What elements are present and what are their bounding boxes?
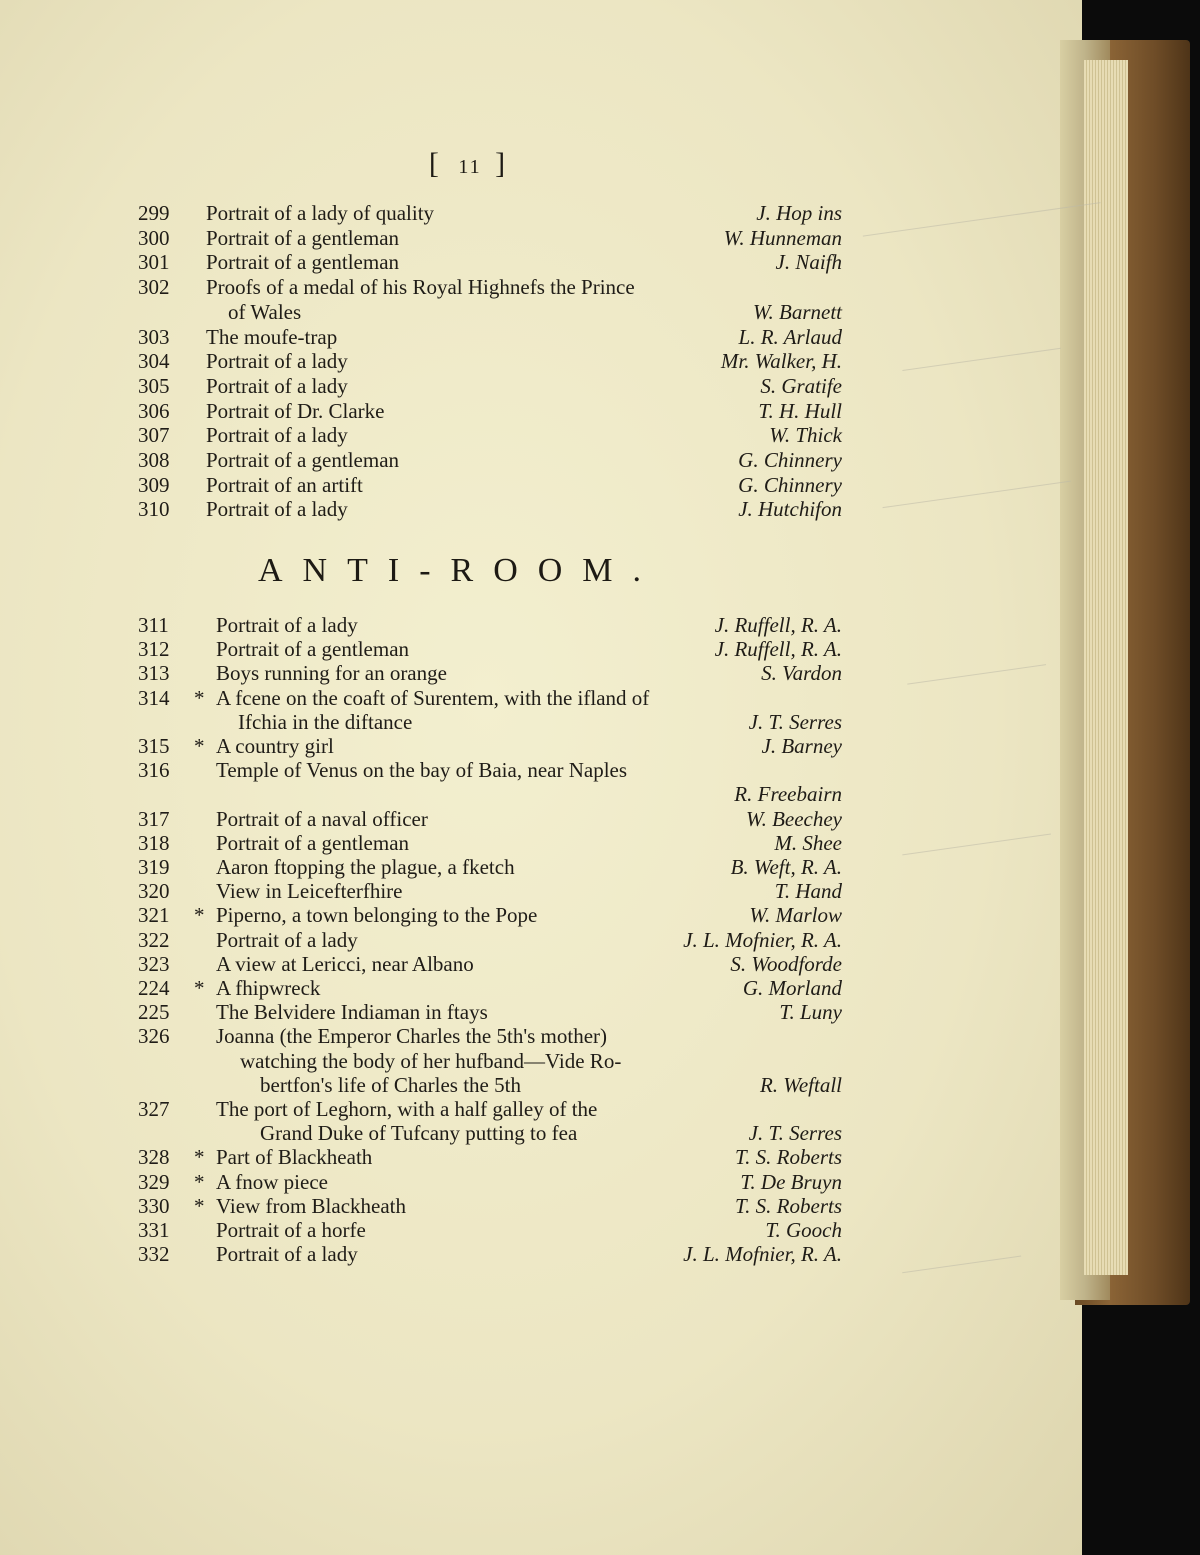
entry-title: Joanna (the Emperor Charles the 5th's mother) xyxy=(216,1024,608,1049)
entry-title: Portrait of a lady xyxy=(206,349,348,374)
entry-artist: J. L. Mofnier, R. A. xyxy=(683,927,842,952)
catalogue-entry xyxy=(0,200,1000,226)
catalogue-entry xyxy=(0,854,1000,880)
entry-artist: J. Naifh xyxy=(775,250,842,275)
entry-title: Piperno, a town belonging to the Pope xyxy=(216,903,538,928)
catalogue-entry xyxy=(0,472,1000,498)
entry-artist: S. Woodforde xyxy=(730,951,842,976)
catalogue-entry xyxy=(0,1144,1000,1170)
entry-continuation xyxy=(0,1120,1000,1146)
entry-title: Portrait of a lady xyxy=(216,927,358,952)
entry-title: Portrait of a gentleman xyxy=(206,250,400,275)
entry-artist: J. Hutchifon xyxy=(738,497,842,522)
entry-title: A fnow piece xyxy=(216,1169,328,1194)
entry-number: 315 xyxy=(138,734,170,758)
entry-continuation xyxy=(0,1072,1000,1098)
entry-number: 331 xyxy=(138,1218,170,1242)
entry-number: 301 xyxy=(138,250,170,275)
entry-continuation xyxy=(0,709,1000,735)
entry-artist: J. Ruffell, R. A. xyxy=(714,613,842,637)
entry-title: The Belvidere Indiaman in ftays xyxy=(216,1000,488,1025)
entry-title: Aaron ftopping the plague, a fketch xyxy=(216,855,515,879)
entry-artist: G. Morland xyxy=(742,976,842,1000)
entry-number: 303 xyxy=(138,324,170,349)
entry-artist: J. T. Serres xyxy=(748,709,842,734)
entry-artist: R. Weftall xyxy=(759,1072,842,1097)
entry-artist: M. Shee xyxy=(774,830,842,855)
entry-number: 314 xyxy=(138,685,170,710)
catalogue-entry xyxy=(0,1023,1000,1049)
catalogue-entry xyxy=(0,249,1000,275)
entry-title: A fhipwreck xyxy=(216,976,321,1000)
catalogue-entry xyxy=(0,902,1000,928)
entry-artist: J. T. Serres xyxy=(748,1121,842,1146)
bracket-open: [ xyxy=(428,147,445,180)
entry-artist: T. Luny xyxy=(779,1000,842,1025)
entry-number: 309 xyxy=(138,472,170,497)
entry-number: 300 xyxy=(138,225,170,250)
catalogue-entry xyxy=(0,878,1000,904)
entry-artist: J. Barney xyxy=(761,734,842,758)
entry-artist: W. Hunneman xyxy=(723,225,842,250)
entry-title: Ifchia in the diftance xyxy=(238,709,413,734)
entry-number: 321 xyxy=(138,903,170,928)
entry-title: of Wales xyxy=(228,299,302,324)
entry-title: Portrait of Dr. Clarke xyxy=(206,398,385,423)
entry-continuation xyxy=(0,781,1000,807)
entry-title: The moufe-trap xyxy=(206,324,338,349)
entry-title: Part of Blackheath xyxy=(216,1145,373,1170)
entry-number: 318 xyxy=(138,830,170,855)
entry-title: A view at Lericci, near Albano xyxy=(216,951,474,976)
catalogue-entry xyxy=(0,1096,1000,1122)
catalogue-entry xyxy=(0,373,1000,399)
entry-number: 302 xyxy=(138,275,170,300)
entry-number: 320 xyxy=(138,879,170,904)
entry-title: Temple of Venus on the bay of Baia, near Naples xyxy=(216,758,628,783)
bracket-close: ] xyxy=(495,147,512,180)
entry-number: 313 xyxy=(138,661,170,686)
catalogue-entry xyxy=(0,324,1000,350)
page-edges xyxy=(1084,60,1128,1275)
entry-number: 319 xyxy=(138,855,170,879)
entry-title: Portrait of a lady of quality xyxy=(206,201,435,225)
entry-number: 327 xyxy=(138,1097,170,1121)
entry-artist: S. Vardon xyxy=(761,661,842,686)
catalogue-entry xyxy=(0,975,1000,1001)
entry-artist: T. Hand xyxy=(774,879,842,904)
entry-title: Portrait of a lady xyxy=(216,613,358,637)
entry-artist: J. Hop ins xyxy=(756,201,842,225)
entry-number: 224 xyxy=(138,976,170,1000)
entry-artist: T. H. Hull xyxy=(758,398,842,423)
entry-artist: T. Gooch xyxy=(765,1218,842,1242)
entry-number: 326 xyxy=(138,1024,170,1049)
section-title: ANTI-ROOM. xyxy=(258,552,662,589)
entry-number: 312 xyxy=(138,637,170,662)
entry-title: Portrait of a gentleman xyxy=(216,830,410,855)
entry-number: 311 xyxy=(138,613,169,637)
entry-continuation xyxy=(0,299,1000,325)
catalogue-entry xyxy=(0,685,1000,711)
entry-title: Portrait of a naval officer xyxy=(216,806,428,831)
asterisk-mark: * xyxy=(194,903,205,928)
asterisk-mark: * xyxy=(194,976,205,1000)
catalogue-entry xyxy=(0,999,1000,1025)
entry-number: 299 xyxy=(138,201,170,225)
catalogue-entry xyxy=(0,612,1000,638)
catalogue-entry xyxy=(0,806,1000,832)
catalogue-entry xyxy=(0,951,1000,977)
catalogue-entry xyxy=(0,348,1000,374)
entry-artist: L. R. Arlaud xyxy=(738,324,842,349)
entry-title: A country girl xyxy=(216,734,334,758)
entry-artist: T. De Bruyn xyxy=(740,1169,842,1194)
entry-title: Grand Duke of Tufcany putting to fea xyxy=(260,1121,578,1146)
entry-artist: J. L. Mofnier, R. A. xyxy=(683,1242,842,1267)
entry-artist: Mr. Walker, H. xyxy=(720,349,842,374)
entry-title: A fcene on the coaft of Surentem, with the ifland of xyxy=(216,685,650,710)
entry-title: Portrait of a lady xyxy=(206,423,348,448)
entry-title: Portrait of a horfe xyxy=(216,1218,366,1242)
entry-number: 310 xyxy=(138,497,170,522)
catalogue-entry xyxy=(0,660,1000,686)
entry-number: 225 xyxy=(138,1000,170,1025)
entry-continuation xyxy=(0,1048,1000,1074)
catalogue-entry xyxy=(0,1217,1000,1243)
entry-artist: R. Freebairn xyxy=(734,782,842,807)
entry-title: Portrait of a gentleman xyxy=(206,225,400,250)
entry-title: Portrait of a gentleman xyxy=(206,448,400,472)
entry-title: Proofs of a medal of his Royal Highnefs the Prince xyxy=(206,275,635,300)
entry-artist: T. S. Roberts xyxy=(735,1193,842,1218)
entry-artist: W. Beechey xyxy=(746,806,842,831)
entry-artist: W. Thick xyxy=(769,423,842,448)
catalogue-entry xyxy=(0,927,1000,953)
entry-number: 329 xyxy=(138,1169,170,1194)
catalogue-entry xyxy=(0,225,1000,251)
catalogue-entry xyxy=(0,1169,1000,1195)
entry-number: 308 xyxy=(138,448,170,472)
catalogue-entry xyxy=(0,422,1000,448)
catalogue-entry xyxy=(0,1193,1000,1219)
entry-artist: T. S. Roberts xyxy=(735,1145,842,1170)
entry-title: Boys running for an orange xyxy=(216,661,447,686)
entry-number: 330 xyxy=(138,1193,170,1218)
entry-number: 305 xyxy=(138,373,170,398)
catalogue-entry xyxy=(0,274,1000,300)
entry-artist: W. Marlow xyxy=(749,903,842,928)
entry-number: 323 xyxy=(138,951,170,976)
entry-title: bertfon's life of Charles the 5th xyxy=(260,1072,521,1097)
catalogue-entry xyxy=(0,1241,1000,1267)
entry-title: View from Blackheath xyxy=(216,1193,407,1218)
entry-title: Portrait of a lady xyxy=(216,1242,358,1267)
entry-artist: G. Chinnery xyxy=(738,448,842,472)
asterisk-mark: * xyxy=(194,1169,205,1194)
entry-title: Portrait of a gentleman xyxy=(216,637,410,662)
asterisk-mark: * xyxy=(194,1145,205,1170)
entry-number: 322 xyxy=(138,927,170,952)
entry-artist: B. Weft, R. A. xyxy=(730,855,842,879)
entry-number: 332 xyxy=(138,1242,170,1267)
catalogue-entry xyxy=(0,733,1000,759)
entry-title: Portrait of a lady xyxy=(206,373,348,398)
entry-artist: S. Gratife xyxy=(760,373,842,398)
page-number: 11 xyxy=(458,156,482,178)
catalogue-entry xyxy=(0,496,1000,522)
entry-artist: W. Barnett xyxy=(752,299,842,324)
catalogue-entry xyxy=(0,757,1000,783)
entry-title: The port of Leghorn, with a half galley of the xyxy=(216,1097,598,1121)
entry-title: Portrait of an artift xyxy=(206,472,363,497)
entry-number: 328 xyxy=(138,1145,170,1170)
catalogue-entry xyxy=(0,398,1000,424)
catalogue-entry xyxy=(0,636,1000,662)
entry-artist: J. Ruffell, R. A. xyxy=(714,637,842,662)
entry-number: 306 xyxy=(138,398,170,423)
asterisk-mark: * xyxy=(194,1193,205,1218)
entry-number: 304 xyxy=(138,349,170,374)
entry-artist: G. Chinnery xyxy=(738,472,842,497)
entry-number: 317 xyxy=(138,806,170,831)
asterisk-mark: * xyxy=(194,685,205,710)
catalogue-entry xyxy=(0,830,1000,856)
asterisk-mark: * xyxy=(194,734,205,758)
entry-number: 307 xyxy=(138,423,170,448)
entry-title: View in Leicefterfhire xyxy=(216,879,403,904)
catalogue-entry xyxy=(0,447,1000,473)
entry-title: Portrait of a lady xyxy=(206,497,348,522)
entry-title: watching the body of her hufband—Vide Ro- xyxy=(240,1048,622,1073)
entry-number: 316 xyxy=(138,758,170,783)
page-header xyxy=(0,147,940,181)
